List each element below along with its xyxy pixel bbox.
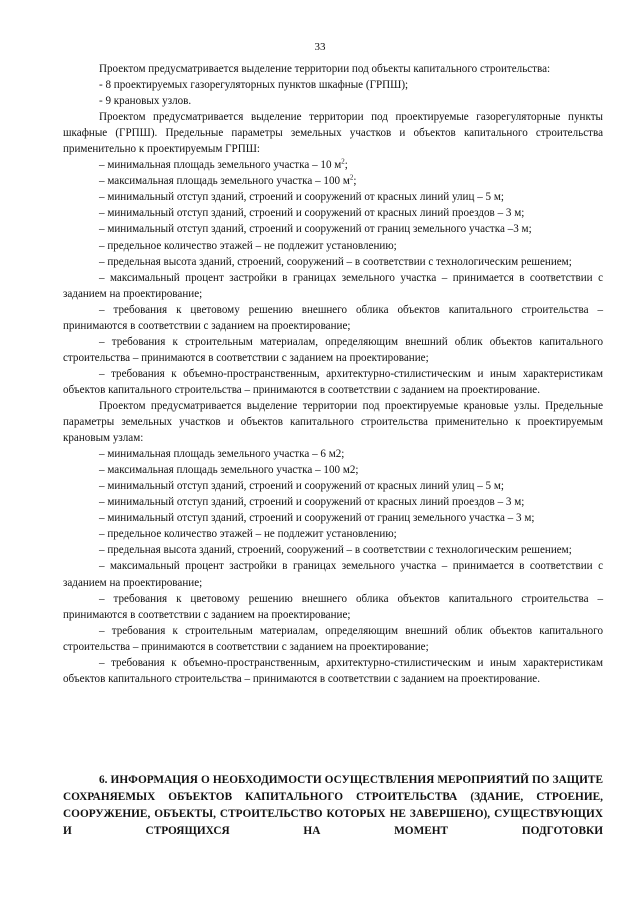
paragraph: Проектом предусматривается выделение территории под проектируемые газорегуляторные пункты шкафные (ГРПШ). Предельные параметры земельных участков и объектов капитального строительства применительно к проектируемым ГРПШ: (63, 111, 603, 156)
list-item: – требования к объемно-пространственным, архитектурно-стилистическим и иным характеристикам объектов капитального строительства – принимаются в соответствии с заданием на проектирование. (63, 656, 603, 685)
list-item: – требования к объемно-пространственным, архитектурно-стилистическим и иным характеристикам объектов капитального строительства – принимаются в соответствии с заданием на проектирование. (63, 367, 603, 396)
list-item: – требования к цветовому решению внешнего облика объектов капитального строительства – принимаются в соответствии с заданием на проектирование; (63, 303, 603, 332)
section-heading-text: 6. ИНФОРМАЦИЯ О НЕОБХОДИМОСТИ ОСУЩЕСТВЛЕНИЯ МЕРОПРИЯТИЙ ПО ЗАЩИТЕ СОХРАНЯЕМЫХ ОБЪЕКТОВ КАПИТАЛЬНОГО СТРОИТЕЛЬСТВА (ЗДАНИЕ, СТРОЕНИЕ, СООРУЖЕНИЕ, ОБЪЕКТЫ, СТРОИТЕЛЬСТВО КОТОРЫХ НЕ ЗАВЕРШЕНО), СУЩЕСТВУЮЩИХ И СТРОЯЩИХСЯ НА МОМЕНТ ПОДГОТОВКИ (63, 774, 603, 837)
body-text (63, 61, 603, 687)
paragraph: Проектом предусматривается выделение территории под проектируемые крановые узлы. Предельные параметры земельных участков и объектов капитального строительства применительно к проектируемым крановым узлам: (63, 399, 603, 445)
list-item: - 9 крановых узлов. (99, 95, 192, 108)
list-item: – максимальный процент застройки в границах земельного участка – принимается в соответствии с заданием на проектирование; (63, 271, 603, 300)
list-item-text: – минимальная площадь земельного участка – 10 м (99, 159, 342, 172)
list-item: – минимальный отступ зданий, строений и сооружений от красных линий проездов – 3 м; (99, 496, 525, 509)
list-item-end: ; (353, 175, 357, 188)
list-item: – максимальная площадь земельного участка – 100 м2; (99, 464, 359, 477)
list-item: – максимальный процент застройки в границах земельного участка – принимается в соответствии с заданием на проектирование; (63, 560, 603, 589)
list-item: – минимальный отступ зданий, строений и сооружений от красных линий улиц – 5 м; (99, 191, 504, 204)
list-item: – предельная высота зданий, строений, сооружений – в соответствии с технологическим решением; (99, 544, 572, 557)
list-item: – требования к строительным материалам, определяющим внешний облик объектов капитального строительства – принимаются в соответствии с заданием на проектирование; (63, 335, 603, 364)
list-item: – требования к строительным материалам, определяющим внешний облик объектов капитального строительства – принимаются в соответствии с заданием на проектирование; (63, 624, 603, 653)
list-item: – предельное количество этажей – не подлежит установлению; (99, 528, 397, 541)
section-heading (63, 772, 603, 840)
list-item: – минимальный отступ зданий, строений и сооружений от красных линий проездов – 3 м; (99, 207, 525, 220)
list-item-end: ; (344, 159, 348, 172)
paragraph: Проектом предусматривается выделение территории под объекты капитального строительства: (99, 63, 551, 75)
list-item: - 8 проектируемых газорегуляторных пунктов шкафные (ГРПШ); (99, 79, 409, 92)
list-item (63, 157, 603, 173)
list-item: – минимальный отступ зданий, строений и сооружений от границ земельного участка –3 м; (99, 223, 532, 236)
superscript: 2 (341, 157, 345, 166)
list-item (63, 173, 603, 189)
page-number: 33 (314, 41, 326, 53)
list-item: – минимальный отступ зданий, строений и сооружений от красных линий улиц – 5 м; (99, 480, 504, 493)
superscript: 2 (349, 173, 354, 182)
list-item: – минимальный отступ зданий, строений и сооружений от границ земельного участка – 3 м; (99, 512, 535, 525)
list-item-text: – максимальная площадь земельного участка – 100 м (99, 175, 350, 188)
list-item: – минимальная площадь земельного участка – 6 м2; (99, 448, 345, 461)
list-item: – предельная высота зданий, строений, сооружений – в соответствии с технологическим решением; (99, 255, 572, 268)
list-item: – требования к цветовому решению внешнего облика объектов капитального строительства – принимаются в соответствии с заданием на проектирование; (63, 592, 603, 621)
list-item: – предельное количество этажей – не подлежит установлению; (99, 239, 397, 252)
